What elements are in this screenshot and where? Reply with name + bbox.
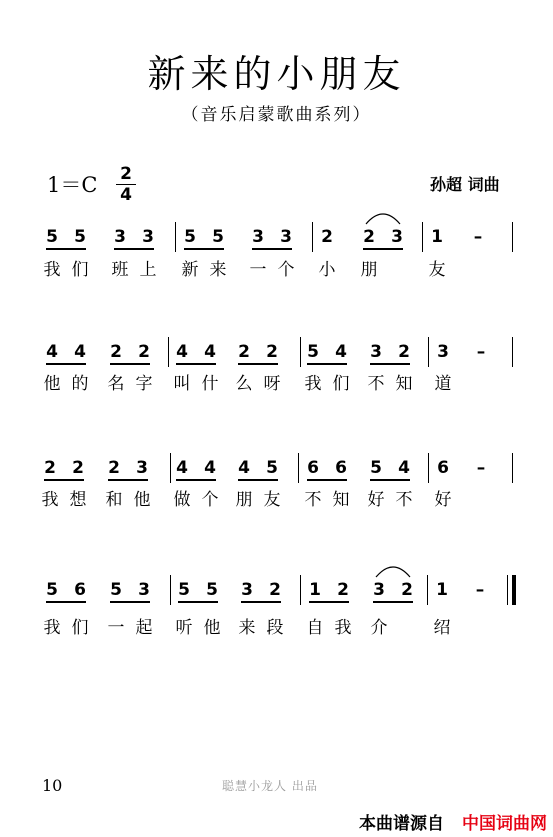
lyric: 做 [173,490,191,510]
lyric: 朋 [360,260,378,280]
note: 4 [204,342,216,362]
note: 3 [142,227,154,247]
composer-credit: 孙超 词曲 [430,175,500,194]
lyric: 友 [428,260,446,280]
note: 4 [176,458,188,478]
note: 2 [337,580,349,600]
note: 6 [437,458,449,478]
lyric: 友 [263,490,281,510]
beam-underline [110,601,150,603]
lyric: 好 [434,490,452,510]
lyric: 来 [238,618,256,638]
lyric: 班 [111,260,129,280]
beam-underline [46,601,86,603]
lyric: 一 [107,618,125,638]
note: 3 [437,342,449,362]
note: 2 [238,342,250,362]
page-number: 10 [42,776,63,795]
lyric: 的 [71,374,89,394]
lyric: 个 [201,490,219,510]
lyric: 什 [201,374,219,394]
lyric: 新 [181,260,199,280]
note: 3 [138,580,150,600]
note: 2 [321,227,333,247]
note: 3 [280,227,292,247]
publisher-credit: 聪慧小龙人 出品 [222,779,318,793]
lyric: 听 [175,618,193,638]
lyric: 我 [43,260,61,280]
note: 5 [46,580,58,600]
note: 2 [44,458,56,478]
lyric: 自 [306,618,324,638]
note: 2 [398,342,410,362]
note: 3 [370,342,382,362]
note: 3 [391,227,403,247]
note: 4 [335,342,347,362]
note: 2 [363,227,375,247]
note: 4 [74,342,86,362]
lyric: 段 [266,618,284,638]
note: 3 [136,458,148,478]
lyric: 他 [133,490,151,510]
note: 1 [436,580,448,600]
lyric: 起 [135,618,153,638]
note: 4 [46,342,58,362]
note: 4 [398,458,410,478]
note: 2 [401,580,413,600]
note: 3 [241,580,253,600]
lyric: 他 [203,618,221,638]
note: 1 [431,227,443,247]
lyric: 上 [139,260,157,280]
lyric: 们 [332,374,350,394]
note: 3 [114,227,126,247]
note: 5 [110,580,122,600]
note: 6 [74,580,86,600]
lyric: 介 [370,618,388,638]
lyric: 字 [135,374,153,394]
note: 5 [184,227,196,247]
lyric: 们 [71,618,89,638]
bar-line [170,575,171,605]
note: 2 [72,458,84,478]
beam-underline [241,601,281,603]
note: 2 [266,342,278,362]
note: 5 [212,227,224,247]
lyric: 不 [367,374,385,394]
lyric: 道 [434,374,452,394]
note: 3 [252,227,264,247]
lyric: 知 [395,374,413,394]
note: 2 [108,458,120,478]
lyric: 想 [69,490,87,510]
note: 4 [238,458,250,478]
lyric: 我 [334,618,352,638]
note: 2 [138,342,150,362]
lyric: 我 [304,374,322,394]
lyric: 么 [235,374,253,394]
lyric: 名 [107,374,125,394]
note: 5 [74,227,86,247]
note: 5 [266,458,278,478]
lyric: 和 [105,490,123,510]
song-subtitle: （音乐启蒙歌曲系列） [181,105,372,125]
note: 4 [176,342,188,362]
note: 1 [309,580,321,600]
source-site-link[interactable]: 中国词曲网 [462,814,547,834]
lyric: 绍 [433,618,451,638]
note: 5 [178,580,190,600]
lyric: 不 [304,490,322,510]
beam-underline [373,601,413,603]
final-bar-line-thin [507,575,508,605]
note: 6 [307,458,319,478]
note: 3 [373,580,385,600]
lyric: 好 [367,490,385,510]
lyric: 我 [41,490,59,510]
time-signature-bottom: 4 [120,185,132,205]
key-signature: 1＝C [47,173,98,197]
sustain-dash: – [473,227,483,247]
note: 2 [269,580,281,600]
note: 6 [335,458,347,478]
lyric: 叫 [173,374,191,394]
lyric: 朋 [235,490,253,510]
lyric: 呀 [263,374,281,394]
note: 2 [110,342,122,362]
lyric: 小 [318,260,336,280]
note: 5 [206,580,218,600]
song-title: 新来的小朋友 [147,52,406,96]
lyric: 我 [43,618,61,638]
bar-line [427,575,428,605]
lyric: 他 [43,374,61,394]
lyric: 来 [209,260,227,280]
note: 5 [370,458,382,478]
time-signature-top: 2 [116,164,136,185]
lyric: 不 [395,490,413,510]
source-prefix: 本曲谱源自 [359,814,444,834]
lyric: 知 [332,490,350,510]
sustain-dash: – [476,342,486,362]
final-bar-line-thick [512,575,516,605]
source-line [359,813,547,835]
lyric: 一 [249,260,267,280]
sustain-dash: – [475,580,485,600]
note: 4 [204,458,216,478]
bar-line [300,575,301,605]
note: 5 [307,342,319,362]
beam-underline [309,601,349,603]
note: 5 [46,227,58,247]
lyric: 们 [71,260,89,280]
beam-underline [178,601,218,603]
sustain-dash: – [476,458,486,478]
lyric: 个 [277,260,295,280]
